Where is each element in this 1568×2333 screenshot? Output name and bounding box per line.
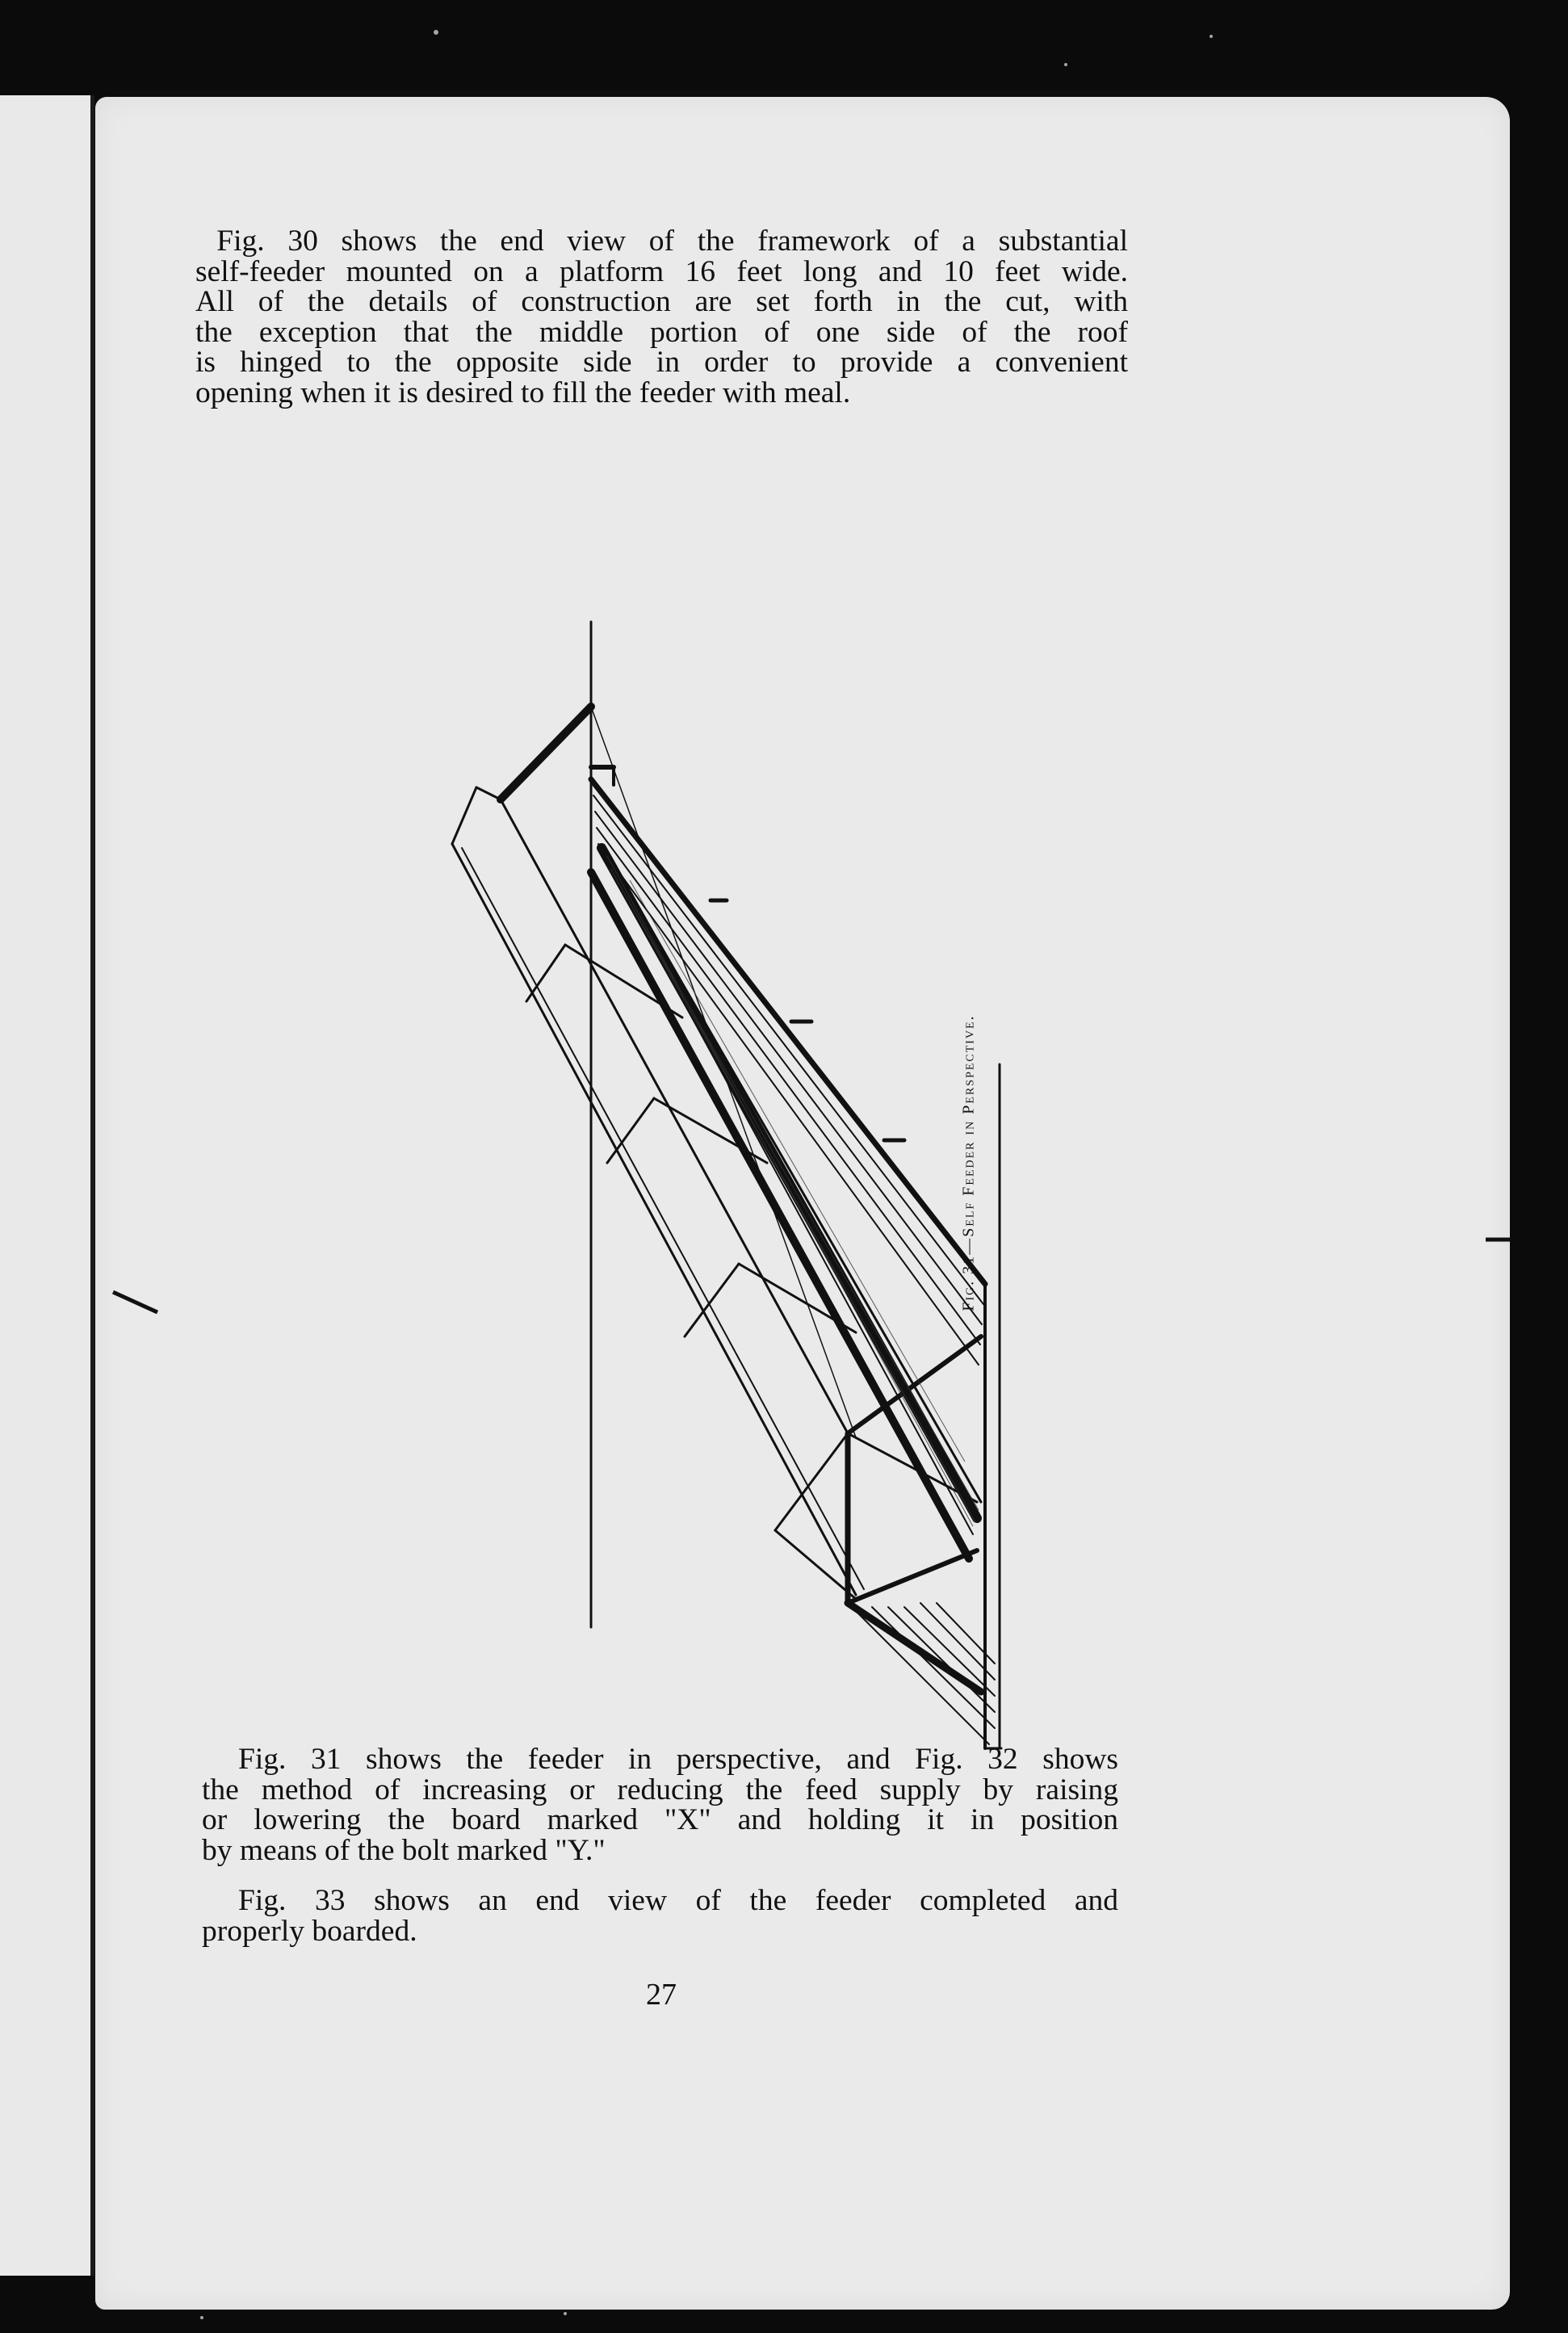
text-line: or lowering the board marked "X" and holding it in position	[202, 1803, 1118, 1836]
text-line: opening when it is desired to fill the feeder with meal.	[195, 376, 851, 409]
text-line: Fig. 33 shows an end view of the feeder completed and	[238, 1884, 1118, 1917]
text-line: Fig. 31 shows the feeder in perspective, and Fig. 32 shows	[238, 1743, 1118, 1776]
text-line: All of the details of construction are set forth in the cut, with	[195, 285, 1128, 318]
text-line: the method of increasing or reducing the feed supply by raising	[202, 1773, 1118, 1806]
text-line: properly boarded.	[202, 1914, 417, 1948]
text-line: self-feeder mounted on a platform 16 feet long and 10 feet wide.	[195, 254, 1128, 288]
figure-caption: Fig. 31—Self Feeder in Perspective.	[959, 1014, 978, 1311]
text-line: by means of the bolt marked "Y."	[202, 1833, 606, 1867]
text-line: Fig. 30 shows the end view of the framework of a substantial	[216, 224, 1128, 258]
text-line: the exception that the middle portion of one side of the roof	[195, 315, 1128, 349]
text-line: is hinged to the opposite side in order to provide a convenient	[195, 346, 1128, 379]
page-number: 27	[646, 1978, 677, 2012]
